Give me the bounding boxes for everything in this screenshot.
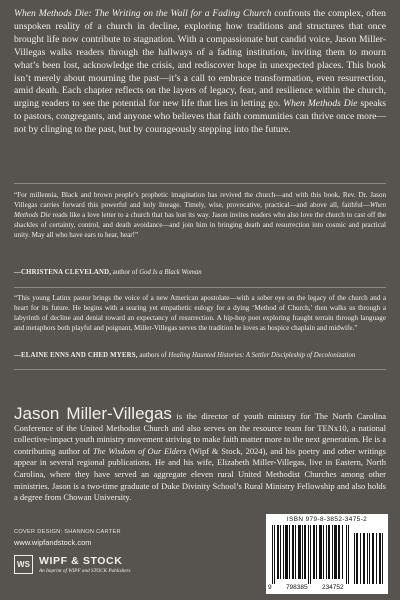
divider: [14, 287, 386, 288]
author-name: Jason Miller-Villegas: [14, 404, 172, 423]
endorsement-book-title: When Methods Die: [14, 200, 386, 219]
endorsement-text-cont: reads like a love letter to a church that has lost its way. Jason invites readers who also love the church to cast off the shackles of certainty, control, and death avoidance—and join him in bringing death and resurrection into cosmic and practical unity. May all who have ears to hear, hear!”: [14, 210, 386, 239]
divider: [14, 183, 386, 184]
publisher-website: www.wipfandstock.com: [14, 538, 92, 547]
endorser-work: Healing Haunted Histories: A Settler Discipleship of Decolonization: [168, 352, 356, 359]
barcode-bars-icon: [272, 525, 350, 584]
publisher-logo: [14, 553, 174, 577]
publisher-name: WIPF & STOCK: [39, 555, 123, 567]
endorsement-quote-2: [14, 294, 386, 334]
endorser-role: authors of: [137, 352, 169, 359]
publisher-imprint: An Imprint of WIPF and STOCK Publishers: [39, 568, 131, 574]
barcode-digit-group: 9: [268, 584, 272, 591]
blurb-text-part1: confronts the complex, often unspoken reality of a church in decline, exploring how traditions and structures that once brought life now contribute to stagnation. With a compassionate but candid voice, Jason Miller-Villegas walks readers through the hallways of a fading institution, inviting them to mourn what’s been lost, acknowledge the crisis, and rediscover hope in unexpected places. This book isn’t merely about mourning the past—it’s a call to embrace transformation, even resurrection, amid death. Each chapter reflects on the layers of legacy, fear, and resilience within the church, urging readers to see the potential for new life that lies in letting go.: [14, 8, 386, 110]
bio-text-cont: (Wipf & Stock, 2024), and his poetry and other writings appear in several regional publications. He and his wife, Elizabeth Miller-Villegas, live in Eastern, North Carolina, where they have served an aggregate eleven rural United Methodist Churches among other ministries. Jason is a two-time graduate of Duke Divinity School’s Rural Ministry Fellowship and also holds a degree from Chowan University.: [14, 445, 386, 503]
bio-work-title: The Wisdom of Our Elders: [92, 445, 187, 456]
endorsement-attribution-2: [14, 351, 386, 360]
publisher-mark-icon: WS: [14, 555, 33, 574]
description-blurb: [14, 8, 386, 137]
endorser-name: —ELAINE ENNS AND CHED MYERS,: [14, 352, 138, 359]
isbn-number: ISBN 979-8-3852-3475-2: [286, 516, 368, 523]
price-barcode-icon: [354, 525, 384, 584]
endorser-name: —CHRISTENA CLEVELAND,: [14, 269, 112, 276]
endorsement-text: “For millennia, Black and brown people’s prophetic imagination has revived the church—and with this book, Rev. Dr. Jason Villegas carries forward this powerful and holy lineage. Timely, wise, provocative, practical—and above all, faithful—: [14, 191, 386, 209]
endorser-work: God Is a Black Woman: [139, 269, 202, 276]
author-bio: [14, 404, 386, 504]
divider: [14, 369, 386, 370]
cover-design-credit: COVER DESIGN: SHANNON CARTER: [14, 529, 121, 535]
bio-text: is the director of youth ministry for The North Carolina Conference of the United Methodist Church and also serves on the resource team for TENx10, a national collective-impact youth ministry movement striving to make faith matter more to the next generation. He is a contributing author of: [14, 411, 386, 456]
blurb-book-title-short: When Methods Die: [283, 98, 358, 110]
endorsement-quote-1: [14, 191, 386, 241]
blurb-book-title: When Methods Die: The Writing on the Wall for a Fading Church: [14, 8, 272, 19]
barcode-digit-group: 234752: [321, 584, 344, 591]
blurb-text-part2: speaks to pastors, congregants, and anyone who believes that faith communities can thrive once more—not by clinging to the past, but by courageously stepping into the future.: [14, 98, 386, 136]
endorsement-attribution-1: [14, 268, 386, 277]
barcode-digits: [268, 584, 386, 591]
endorser-role: author of: [111, 269, 140, 276]
isbn-barcode: [266, 514, 388, 594]
barcode-digit-group: 798385: [285, 584, 308, 591]
endorsement-text: “This young Latinx pastor brings the voice of a new American apostolate—with a sober eye on the legacy of the church and a heart for its future. He begins with a searing yet empathetic eulogy for a dying ‘Method of Church,’ then walks us through a labyrinth of decline and denial toward an expectancy of resurrection. A hip-hop poet exploring fraught terrain through language and metaphors both playful and poignant, Miller-Villegas serves the tradition he loves as hospice chaplain and midwife.”: [14, 294, 386, 332]
